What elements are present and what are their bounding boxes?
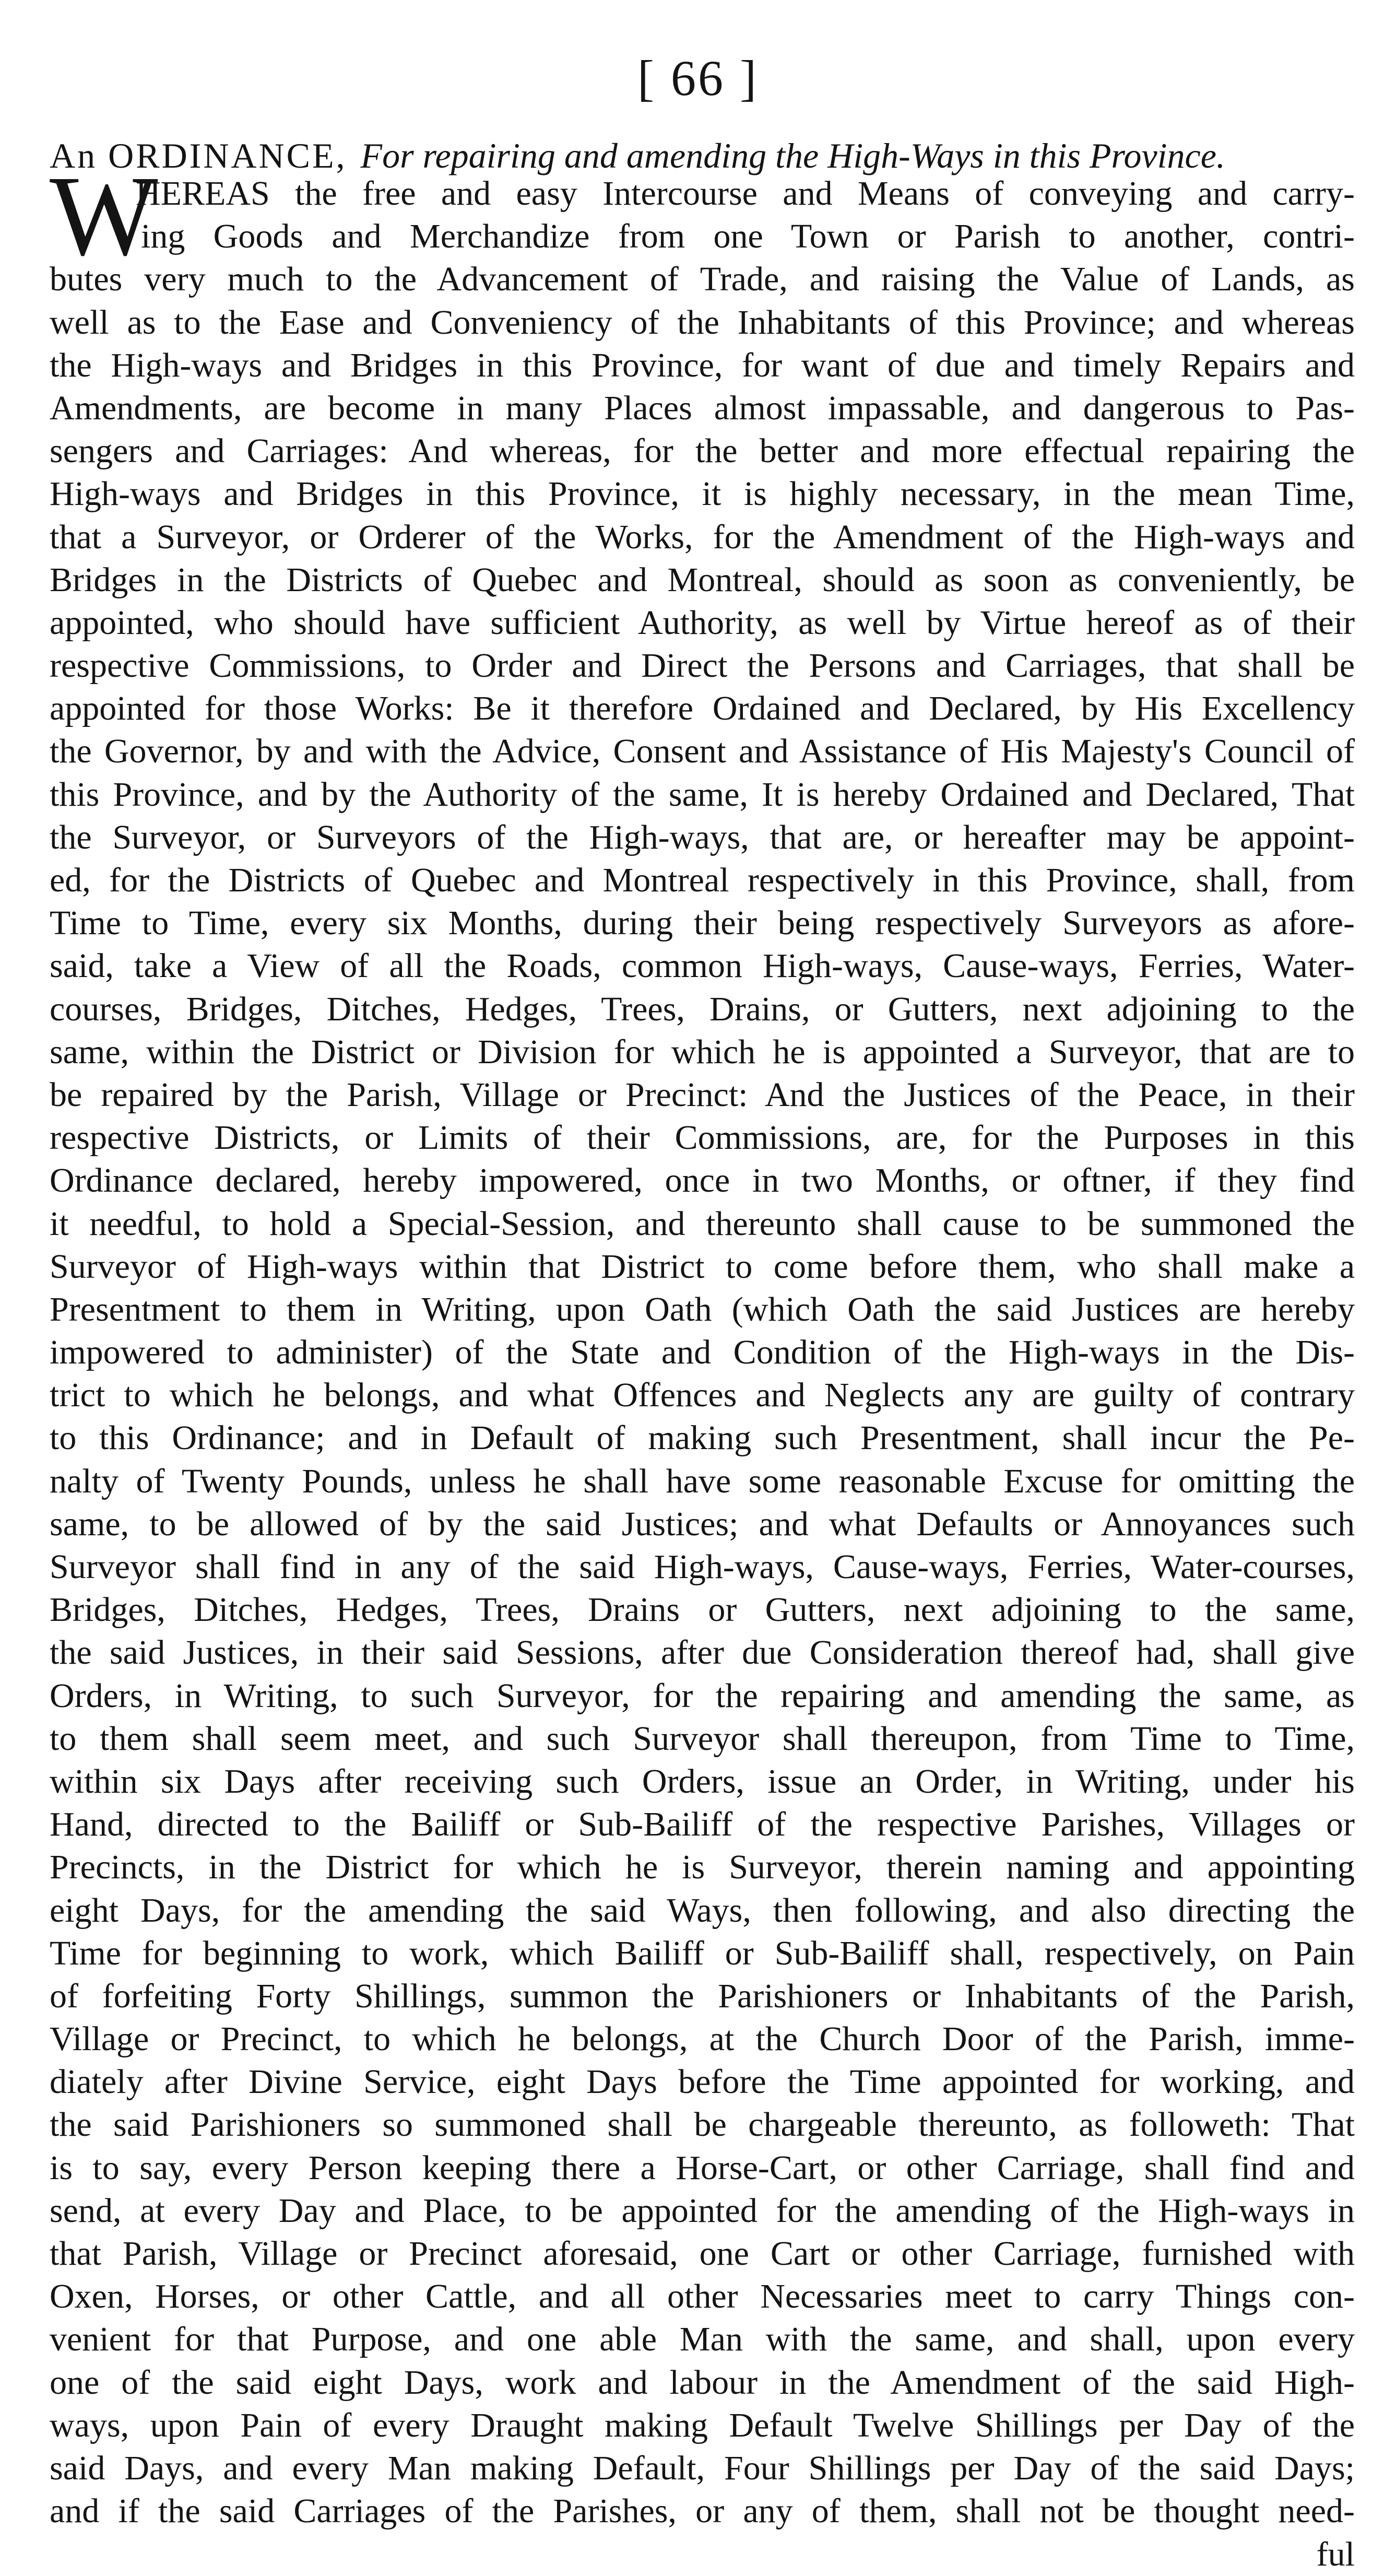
ordinance-title <box>50 135 1355 177</box>
ordinance-line: within six Days after receiving such Orders, issue an Order, in Writing, under his <box>50 1762 1355 1801</box>
ordinance-line: the said Parishioners so summoned shall be chargeable thereunto, as followeth: That <box>50 2106 1355 2144</box>
ordinance-line: to them shall seem meet, and such Surveyor shall thereupon, from Time to Time, <box>50 1719 1355 1758</box>
ordinance-line: appointed, who should have sufficient Authority, as well by Virtue hereof as of their <box>50 603 1355 642</box>
ordinance-line: is to say, every Person keeping there a Horse-Cart, or other Carriage, shall find and <box>50 2148 1355 2187</box>
ordinance-line: ing Goods and Merchandize from one Town or Parish to another, contri- <box>141 217 1355 256</box>
ordinance-line: and if the said Carriages of the Parishes, or any of them, shall not be thought need- <box>50 2492 1355 2531</box>
ordinance-line: Bridges, Ditches, Hedges, Trees, Drains or Gutters, next adjoining to the same, <box>50 1591 1355 1629</box>
ordinance-title-label: An ORDINANCE, <box>50 136 347 175</box>
ordinance-line: venient for that Purpose, and one able Man with the same, and shall, upon every <box>50 2320 1355 2359</box>
ordinance-line: diately after Divine Service, eight Days before the Time appointed for working, and <box>50 2063 1355 2101</box>
ordinance-line: said, take a View of all the Roads, common High-ways, Cause-ways, Ferries, Water- <box>50 947 1355 985</box>
ordinance-body <box>50 172 1355 2533</box>
ordinance-line: Presentment to them in Writing, upon Oath (which Oath the said Justices are hereby <box>50 1290 1355 1328</box>
ordinance-line: High-ways and Bridges in this Province, it is highly necessary, in the mean Time, <box>50 475 1355 513</box>
ordinance-line: of forfeiting Forty Shillings, summon the Parishioners or Inhabitants of the Parish, <box>50 1977 1355 2015</box>
ordinance-line: one of the said eight Days, work and labour in the Amendment of the said High- <box>50 2363 1355 2402</box>
ordinance-line: same, to be allowed of by the said Justices; and what Defaults or Annoyances such <box>50 1504 1355 1543</box>
ordinance-line: the Governor, by and with the Advice, Consent and Assistance of His Majesty's Council of <box>50 732 1355 771</box>
catchword: ful <box>1316 2535 1355 2573</box>
drop-cap: W <box>50 152 158 279</box>
ordinance-line: ways, upon Pain of every Draught making Default Twelve Shillings per Day of the <box>50 2406 1355 2444</box>
ordinance-line: Time for beginning to work, which Bailiff or Sub-Bailiff shall, respectively, on Pain <box>50 1934 1355 1972</box>
ordinance-line: Ordinance declared, hereby impowered, once in two Months, or oftner, if they find <box>50 1161 1355 1200</box>
ordinance-line: respective Commissions, to Order and Direct the Persons and Carriages, that shall be <box>50 646 1355 685</box>
ordinance-line: to this Ordinance; and in Default of making such Presentment, shall incur the Pe- <box>50 1419 1355 1457</box>
ordinance-line: HEREAS the free and easy Intercourse and Means of conveying and carry- <box>136 174 1355 213</box>
ordinance-line: eight Days, for the amending the said Ways, then following, and also directing the <box>50 1891 1355 1930</box>
ordinance-line: be repaired by the Parish, Village or Precinct: And the Justices of the Peace, in their <box>50 1075 1355 1114</box>
ordinance-line: Surveyor of High-ways within that District to come before them, who shall make a <box>50 1247 1355 1286</box>
ordinance-line: it needful, to hold a Special-Session, and thereunto shall cause to be summoned the <box>50 1204 1355 1243</box>
ordinance-line: nalty of Twenty Pounds, unless he shall have some reasonable Excuse for omitting the <box>50 1462 1355 1500</box>
ordinance-line: Amendments, are become in many Places almost impassable, and dangerous to Pas- <box>50 389 1355 427</box>
ordinance-line: that a Surveyor, or Orderer of the Works, for the Amendment of the High-ways and <box>50 517 1355 556</box>
ordinance-line: said Days, and every Man making Default, Four Shillings per Day of the said Days; <box>50 2449 1355 2487</box>
ordinance-line: ed, for the Districts of Quebec and Montreal respectively in this Province, shall, from <box>50 861 1355 899</box>
ordinance-line: the said Justices, in their said Sessions, after due Consideration thereof had, shall give <box>50 1633 1355 1672</box>
ordinance-line: Oxen, Horses, or other Cattle, and all other Necessaries meet to carry Things con- <box>50 2277 1355 2316</box>
ordinance-line: send, at every Day and Place, to be appointed for the amending of the High-ways in <box>50 2191 1355 2230</box>
ordinance-line: Bridges in the Districts of Quebec and Montreal, should as soon as conveniently, be <box>50 560 1355 599</box>
ordinance-line: impowered to administer) of the State and Condition of the High-ways in the Dis- <box>50 1333 1355 1372</box>
ordinance-line: Precincts, in the District for which he is Surveyor, therein naming and appointing <box>50 1848 1355 1887</box>
ordinance-line: well as to the Ease and Conveniency of the Inhabitants of this Province; and whereas <box>50 303 1355 342</box>
ordinance-line: Village or Precinct, to which he belongs, at the Church Door of the Parish, imme- <box>50 2020 1355 2059</box>
ordinance-line: butes very much to the Advancement of Trade, and raising the Value of Lands, as <box>50 260 1355 299</box>
ordinance-line: same, within the District or Division for which he is appointed a Surveyor, that are to <box>50 1032 1355 1071</box>
ordinance-line: Time to Time, every six Months, during their being respectively Surveyors as afore- <box>50 904 1355 943</box>
page-number: [ 66 ] <box>637 50 759 106</box>
ordinance-line: this Province, and by the Authority of the same, It is hereby Ordained and Declared, That <box>50 775 1355 814</box>
ordinance-line: Hand, directed to the Bailiff or Sub-Bailiff of the respective Parishes, Villages or <box>50 1805 1355 1844</box>
ordinance-line: the Surveyor, or Surveyors of the High-ways, that are, or hereafter may be appoint- <box>50 818 1355 856</box>
ordinance-line: appointed for those Works: Be it therefore Ordained and Declared, by His Excellency <box>50 689 1355 728</box>
ordinance-line: respective Districts, or Limits of their Commissions, are, for the Purposes in this <box>50 1119 1355 1157</box>
ordinance-line: trict to which he belongs, and what Offences and Neglects any are guilty of contrary <box>50 1376 1355 1415</box>
ordinance-line: sengers and Carriages: And whereas, for the better and more effectual repairing the <box>50 432 1355 470</box>
ordinance-line: the High-ways and Bridges in this Province, for want of due and timely Repairs and <box>50 346 1355 384</box>
ordinance-title-subject: For repairing and amending the High-Ways in this Province. <box>360 136 1225 175</box>
ordinance-line: courses, Bridges, Ditches, Hedges, Trees, Drains, or Gutters, next adjoining to the <box>50 990 1355 1028</box>
ordinance-line: that Parish, Village or Precinct aforesaid, one Cart or other Carriage, furnished with <box>50 2234 1355 2273</box>
ordinance-line: Orders, in Writing, to such Surveyor, for the repairing and amending the same, as <box>50 1676 1355 1715</box>
ordinance-line: Surveyor shall find in any of the said High-ways, Cause-ways, Ferries, Water-courses, <box>50 1548 1355 1586</box>
